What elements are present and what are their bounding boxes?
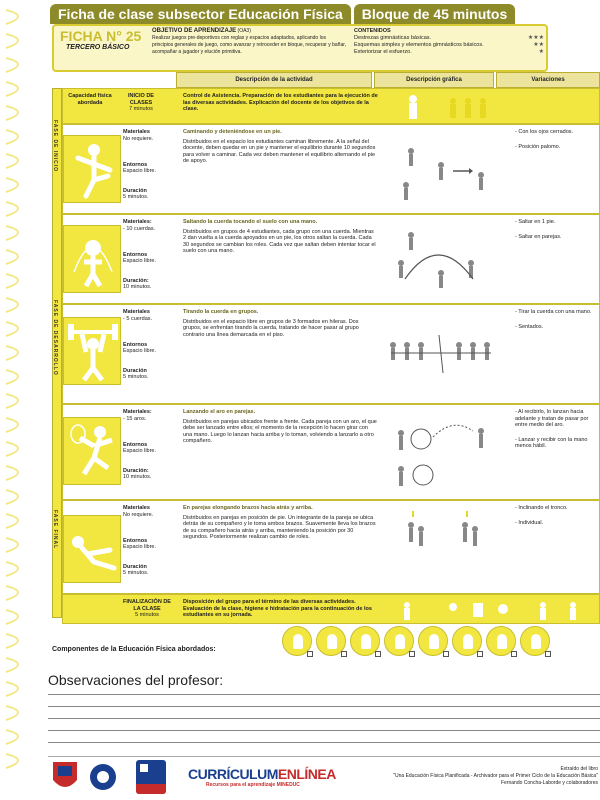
observation-line[interactable]	[48, 742, 600, 743]
source-credit: Extraído del libro "Una Educación Física Planificada - Archivador para el Primer Ciclo de la Educación Básica" Fernando Concha-Laborde y colaboradores	[393, 766, 598, 786]
component-icon	[418, 626, 448, 656]
closing-row	[62, 594, 600, 624]
row3-variations: - Tirar la cuerda con una mano. - Sentados.	[515, 309, 592, 330]
row1-description: Caminando y deteniéndose en un pie. Distribuidos en el espacio los estudiantes caminan libremente. A la señal del docente, deben quedar en un pie y mantener el equilibrio durante 10 segundos para volver a caminar. Cada vez deben mantener el equilibrio alternando el pie de apoyo.	[183, 129, 376, 164]
contents-label: CONTENIDOS	[354, 28, 391, 34]
checkbox-icon[interactable]	[511, 651, 517, 657]
content-item: Esquemas simples y elementos gimnásticos básicos. ★★	[354, 42, 544, 48]
components-icons	[282, 626, 550, 656]
row3-materials: Materiales - 5 cuerdas. Entornos Espacio libre. Duración 5 minutos.	[123, 309, 157, 380]
row5-materials: Materiales No requiere. Entornos Espacio libre. Duración 5 minutos.	[123, 505, 157, 576]
ficha-number: FICHA N° 25	[60, 28, 142, 44]
contents	[354, 28, 544, 56]
objective	[152, 28, 347, 56]
header-bar	[50, 4, 515, 24]
component-icon	[384, 626, 414, 656]
spiral-binding	[0, 0, 40, 800]
closing-illustration	[393, 597, 593, 623]
checkbox-icon[interactable]	[409, 651, 415, 657]
row4-materials: Materiales: - 15 aros. Entornos Espacio libre. Duración: 10 minutos.	[123, 409, 157, 480]
row4-variations: - Al recibirlo, lo lanzan hacia adelante y tratan de pasar por entre medio del aro. - Lanzar y recibir con la mano menos hábil.	[515, 409, 589, 449]
content-item: Destrezas gimnásticas básicas. ★★★	[354, 35, 544, 41]
intro-text: Control de Asistencia. Preparación de los estudiantes para la ejecución de las diversas actividades. Explicación del docente de los objetivos de la clase.	[183, 93, 378, 112]
activity-row-1	[62, 124, 600, 214]
ficha-info-box	[52, 24, 548, 72]
star-rating: ★★	[533, 42, 544, 48]
row3-graphic	[381, 325, 501, 385]
objective-code: (OA3)	[237, 28, 251, 34]
phase-desarrollo: FASE DE DESARROLLO	[52, 300, 58, 376]
jump-rope-icon	[63, 225, 121, 293]
component-icon	[350, 626, 380, 656]
ministry-logo	[136, 760, 166, 794]
checkbox-icon[interactable]	[477, 651, 483, 657]
stretching-icon	[63, 515, 121, 583]
component-icon	[520, 626, 550, 656]
checkbox-icon[interactable]	[307, 651, 313, 657]
row4-graphic	[381, 411, 501, 495]
col-header-variations: Variaciones	[496, 72, 600, 88]
content-item: Exteriorizar el esfuerzo. ★	[354, 49, 544, 55]
checkbox-icon[interactable]	[375, 651, 381, 657]
observation-line[interactable]	[48, 694, 600, 695]
row1-variations: - Con los ojos cerrados. - Posición palomo.	[515, 129, 574, 150]
row5-variations: - Inclinando el tronco. - Individual.	[515, 505, 568, 526]
row5-graphic	[381, 511, 501, 571]
checkbox-icon[interactable]	[545, 651, 551, 657]
row2-variations: - Saltar en 1 pie. - Saltar en parejas.	[515, 219, 562, 240]
component-icon	[282, 626, 312, 656]
row4-description: Lanzando el aro en parejas. Distribuidos en parejas ubicados frente a frente. Cada pareja con un aro, el que debe ser lanzado entre ellos; el momento de la recepción lo hacen girar con una mano. Luego lo lanzan hacia arriba y lo toman, volviendo a lanzarlo a otro compañero.	[183, 409, 377, 444]
star-rating: ★★★	[527, 35, 544, 41]
row3-description: Tirando la cuerda en grupos. Distribuidos en el espacio libre en grupos de 3 formados en hileras. Dos grupos, se enfrentan tirando la cuerda, tratando de hacer pasar al grupo contrario una línea demarcada en el piso.	[183, 309, 359, 338]
row2-description: Saltando la cuerda tocando el suelo con una mano. Distribuidos en grupos de 4 estudiantes, cada grupo con una cuerda. Mientras 2 dan vuelta a la cuerda apoyados en un pie, los otros saltan la cuerda. Cada 30 segundos se cambian los roles. Cada vez que saltan deben intentar tocar el suelo con una mano.	[183, 219, 376, 254]
objective-text: Realizar juegos pre-deportivos con reglas y espacios adaptados, aplicando los principios generales de juego, como avanzar y retroceder en bloque, recuperar y bañar, acompañar a jugador y elución primitiva.	[152, 35, 347, 55]
hoop-icon	[63, 417, 121, 485]
observation-line[interactable]	[48, 730, 600, 731]
col-header-activity: Descripción de la actividad	[176, 72, 372, 88]
row1-graphic	[381, 131, 501, 211]
balance-icon	[63, 135, 121, 203]
header-title: Ficha de clase subsector Educación Física	[50, 4, 351, 24]
curriculum-subtitle: Recursos para el aprendizaje MINEDUC	[206, 782, 300, 788]
component-icon	[486, 626, 516, 656]
intro-row	[62, 88, 600, 124]
checkbox-icon[interactable]	[443, 651, 449, 657]
activity-row-3	[62, 304, 600, 404]
shield-logo	[50, 760, 80, 794]
col-header-graphic: Descripción gráfica	[374, 72, 494, 88]
checkbox-icon[interactable]	[341, 651, 347, 657]
row1-materials: Materiales No requiere. Entornos Espacio libre. Duración 5 minutos.	[123, 129, 157, 200]
observation-line[interactable]	[48, 718, 600, 719]
activity-row-2	[62, 214, 600, 304]
capacity-label: Capacidad física abordada	[68, 93, 112, 106]
intro-illustration	[393, 91, 503, 123]
start-label: INICIO DE CLASES 7 minutos	[128, 93, 154, 112]
row5-description: En parejas elongando brazos hacia atrás y arriba. Distribuidos en parejas en posición de pie. Un integrante de la pareja se ubica detrás de su compañero y le toma ambos brazos. Suavemente lleva los brazos de su compañero hacia atrás y arriba, manteniendo la posición por 30 segundos. Posteriormente realizan cambio de roles.	[183, 505, 376, 540]
observations-title: Observaciones del profesor:	[48, 672, 224, 688]
phase-final: FASE FINAL	[52, 510, 58, 550]
objective-label: OBJETIVO DE APRENDIZAJE	[152, 28, 237, 34]
weightlifting-icon	[63, 317, 121, 385]
observation-line[interactable]	[48, 706, 600, 707]
star-rating: ★	[538, 49, 544, 55]
activity-row-5	[62, 500, 600, 594]
activity-row-4	[62, 404, 600, 500]
row2-materials: Materiales: - 10 cuerdas. Entornos Espacio libre. Duración: 10 minutos.	[123, 219, 157, 290]
closing-text: Disposición del grupo para el término de las diversas actividades. Evaluación de la clase, higiene e hidratación para la continuación de los estudiantes en su jornada.	[183, 599, 372, 618]
level-label: TERCERO BÁSICO	[66, 44, 130, 51]
circle-logo	[88, 760, 118, 794]
component-icon	[316, 626, 346, 656]
curriculum-logo: CURRÍCULUMENLÍNEA	[188, 766, 336, 782]
component-icon	[452, 626, 482, 656]
row2-graphic	[381, 221, 501, 301]
phase-inicio: FASE DE INICIO	[52, 120, 58, 173]
components-label: Componentes de la Educación Física abordados:	[52, 646, 216, 653]
closing-label: FINALIZACIÓN DE LA CLASE 5 minutos	[123, 599, 171, 618]
header-block: Bloque de 45 minutos	[354, 4, 515, 24]
